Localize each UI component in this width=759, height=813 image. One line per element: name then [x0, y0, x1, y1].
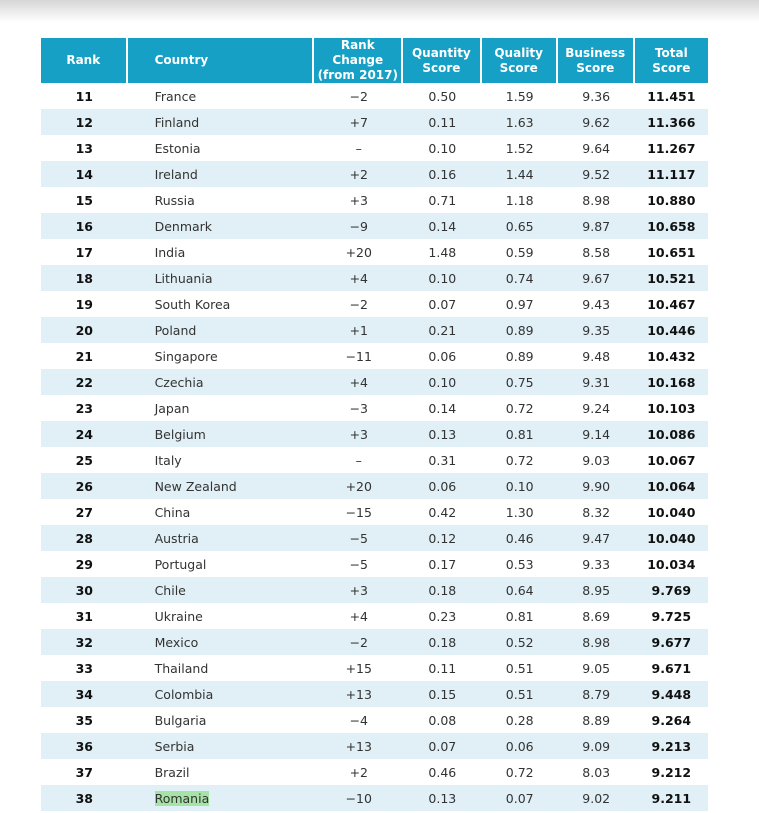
total-cell: 11.117: [635, 161, 708, 187]
country-cell: [128, 369, 315, 395]
change-cell: +2: [314, 161, 403, 187]
change-cell: +3: [314, 421, 403, 447]
change-cell: +15: [345, 660, 372, 676]
rank-cell: 27: [75, 504, 93, 520]
business-cell: 9.87: [558, 213, 635, 239]
change-cell: −2: [349, 88, 368, 104]
business-cell: 9.24: [582, 400, 611, 416]
country-name: Austria: [154, 530, 199, 546]
rank-cell: 35: [75, 712, 93, 728]
table-row: [41, 369, 708, 395]
quantity-cell: 0.50: [428, 88, 457, 104]
quantity-cell: 0.42: [428, 504, 457, 520]
change-cell: −5: [349, 556, 368, 572]
change-cell: +13: [314, 733, 403, 759]
header-business-line1: Business: [565, 45, 626, 60]
business-cell: 9.47: [558, 525, 635, 551]
country-cell: [128, 291, 315, 317]
total-cell: 11.366: [635, 109, 708, 135]
table-row: [41, 343, 708, 369]
total-cell: 9.725: [651, 608, 692, 624]
business-cell: 9.05: [582, 660, 611, 676]
header-business-line2: Score: [576, 60, 615, 75]
total-cell: 9.769: [635, 577, 708, 603]
quality-cell: 0.74: [482, 265, 558, 291]
change-cell: +20: [314, 473, 403, 499]
country-name: Romania: [154, 790, 210, 806]
quality-cell: 0.06: [482, 733, 558, 759]
table-row: [41, 447, 708, 473]
quantity-cell: 0.10: [403, 369, 481, 395]
country-name: Finland: [154, 114, 200, 130]
table-row: [41, 239, 708, 265]
business-cell: 8.98: [558, 629, 635, 655]
country-name: Singapore: [154, 348, 218, 364]
country-cell: [128, 83, 315, 109]
quantity-cell: 0.46: [428, 764, 457, 780]
change-cell: −3: [349, 400, 368, 416]
change-cell: +3: [314, 577, 403, 603]
total-cell: 10.880: [647, 192, 696, 208]
business-cell: 8.95: [558, 577, 635, 603]
change-cell: +2: [349, 764, 368, 780]
quantity-cell: 0.11: [428, 660, 457, 676]
rank-cell: 36: [41, 733, 128, 759]
quality-cell: 0.75: [482, 369, 558, 395]
country-cell: [128, 161, 315, 187]
total-cell: 10.521: [635, 265, 708, 291]
quality-cell: 0.59: [505, 244, 534, 260]
table-row: [41, 759, 708, 785]
total-cell: 9.671: [651, 660, 692, 676]
quality-cell: 1.63: [482, 109, 558, 135]
total-cell: 10.658: [635, 213, 708, 239]
country-name: Italy: [154, 452, 182, 468]
header-row: [41, 38, 708, 83]
rank-cell: 19: [75, 296, 93, 312]
quality-cell: 1.18: [505, 192, 534, 208]
rank-cell: 15: [75, 192, 93, 208]
header-business-score: [558, 38, 635, 83]
change-cell: +20: [345, 244, 372, 260]
change-cell: −11: [345, 348, 372, 364]
total-cell: 10.040: [647, 504, 696, 520]
country-cell: [128, 135, 315, 161]
business-cell: 9.52: [558, 161, 635, 187]
quality-cell: 0.89: [482, 317, 558, 343]
change-cell: –: [355, 140, 362, 156]
total-cell: 10.651: [647, 244, 696, 260]
total-cell: 10.168: [635, 369, 708, 395]
header-quantity-line1: Quantity: [411, 45, 471, 60]
table-row: [41, 135, 708, 161]
rank-cell: 32: [41, 629, 128, 655]
country-cell: [128, 239, 315, 265]
rank-cell: 38: [41, 785, 128, 811]
country-cell: [128, 499, 315, 525]
country-name: Colombia: [154, 686, 214, 702]
table-row: [41, 499, 708, 525]
quality-cell: 0.81: [505, 608, 534, 624]
quantity-cell: 0.17: [428, 556, 457, 572]
country-cell: [128, 785, 315, 811]
header-quantity-line2: Score: [422, 60, 461, 75]
header-quantity-score: [403, 38, 481, 83]
country-name: Poland: [154, 322, 197, 338]
business-cell: 9.48: [582, 348, 611, 364]
change-cell: −10: [314, 785, 403, 811]
table-row: [41, 317, 708, 343]
rank-cell: 29: [75, 556, 93, 572]
quantity-cell: 0.14: [428, 400, 457, 416]
quality-cell: 0.81: [482, 421, 558, 447]
quantity-cell: 0.14: [403, 213, 481, 239]
total-cell: 10.040: [635, 525, 708, 551]
rank-cell: 20: [41, 317, 128, 343]
quality-cell: 0.53: [505, 556, 534, 572]
business-cell: 9.64: [582, 140, 611, 156]
total-cell: 10.467: [647, 296, 696, 312]
quality-cell: 0.97: [505, 296, 534, 312]
quality-cell: 0.46: [482, 525, 558, 551]
country-name: India: [154, 244, 186, 260]
header-quality-line1: Quality: [494, 45, 543, 60]
quality-cell: 0.72: [505, 764, 534, 780]
quality-cell: 0.64: [482, 577, 558, 603]
rank-cell: 34: [41, 681, 128, 707]
country-name: Denmark: [154, 218, 213, 234]
quality-cell: 0.65: [482, 213, 558, 239]
top-shadow: [0, 0, 759, 22]
quantity-cell: 0.16: [403, 161, 481, 187]
table-row: [41, 681, 708, 707]
change-cell: +4: [349, 608, 368, 624]
total-cell: 9.213: [635, 733, 708, 759]
business-cell: 9.03: [582, 452, 611, 468]
quantity-cell: 1.48: [428, 244, 457, 260]
rank-cell: 33: [75, 660, 93, 676]
rank-cell: 14: [41, 161, 128, 187]
change-cell: +7: [314, 109, 403, 135]
business-cell: 9.31: [558, 369, 635, 395]
rank-cell: 26: [41, 473, 128, 499]
business-cell: 8.69: [582, 608, 611, 624]
country-cell: [128, 395, 315, 421]
quality-cell: 0.89: [505, 348, 534, 364]
business-cell: 9.62: [558, 109, 635, 135]
rank-cell: 30: [41, 577, 128, 603]
quality-cell: 1.44: [482, 161, 558, 187]
country-cell: [128, 551, 315, 577]
header-country: Country: [128, 38, 315, 83]
country-cell: [128, 655, 315, 681]
rank-cell: 37: [75, 764, 93, 780]
country-name: Bulgaria: [154, 712, 207, 728]
quantity-cell: 0.23: [428, 608, 457, 624]
total-cell: 10.086: [635, 421, 708, 447]
country-name: Mexico: [154, 634, 199, 650]
country-cell: [128, 317, 315, 343]
business-cell: 9.09: [558, 733, 635, 759]
rank-cell: 16: [41, 213, 128, 239]
table-row: [41, 655, 708, 681]
country-name: Brazil: [154, 764, 190, 780]
table-row: [41, 213, 708, 239]
business-cell: 8.89: [582, 712, 611, 728]
header-rank-change-line1: Rank Change: [332, 38, 384, 67]
table-row: [41, 473, 708, 499]
country-cell: [128, 733, 315, 759]
header-quality-line2: Score: [499, 60, 538, 75]
total-cell: 9.677: [635, 629, 708, 655]
quality-cell: 0.72: [505, 452, 534, 468]
quantity-cell: 0.10: [428, 140, 457, 156]
business-cell: 9.14: [558, 421, 635, 447]
quantity-cell: 0.07: [428, 296, 457, 312]
quantity-cell: 0.18: [403, 629, 481, 655]
quality-cell: 0.51: [505, 660, 534, 676]
rank-cell: 21: [75, 348, 93, 364]
quality-cell: 0.10: [482, 473, 558, 499]
change-cell: +1: [314, 317, 403, 343]
header-total-line1: Total: [654, 45, 688, 60]
table-row: [41, 603, 708, 629]
country-name: Japan: [154, 400, 190, 416]
business-cell: 8.03: [582, 764, 611, 780]
header-total-score: [635, 38, 708, 83]
change-cell: −5: [314, 525, 403, 551]
country-name: France: [154, 88, 197, 104]
total-cell: 9.448: [635, 681, 708, 707]
table-row: [41, 707, 708, 733]
change-cell: +13: [314, 681, 403, 707]
change-cell: −2: [314, 629, 403, 655]
quantity-cell: 0.71: [428, 192, 457, 208]
country-cell: [128, 213, 315, 239]
table-row: [41, 577, 708, 603]
total-cell: 10.034: [647, 556, 696, 572]
quality-cell: 0.51: [482, 681, 558, 707]
business-cell: 9.36: [582, 88, 611, 104]
business-cell: 9.43: [582, 296, 611, 312]
business-cell: 8.98: [582, 192, 611, 208]
table-row: [41, 265, 708, 291]
country-cell: [128, 421, 315, 447]
table-row: [41, 109, 708, 135]
country-cell: [128, 707, 315, 733]
country-cell: [128, 447, 315, 473]
quality-cell: 1.59: [505, 88, 534, 104]
country-cell: [128, 629, 315, 655]
country-cell: [128, 109, 315, 135]
rank-cell: 24: [41, 421, 128, 447]
business-cell: 8.58: [582, 244, 611, 260]
table-row: [41, 161, 708, 187]
quantity-cell: 0.21: [403, 317, 481, 343]
total-cell: 10.064: [635, 473, 708, 499]
header-quality-score: [482, 38, 558, 83]
table-row: [41, 785, 708, 811]
quantity-cell: 0.06: [403, 473, 481, 499]
quantity-cell: 0.15: [403, 681, 481, 707]
header-rank-change-line2: (from 2017): [317, 68, 398, 82]
business-cell: 8.79: [558, 681, 635, 707]
table-body: [41, 83, 708, 811]
ranking-table: [41, 38, 708, 811]
country-cell: [128, 473, 315, 499]
quantity-cell: 0.06: [428, 348, 457, 364]
quantity-cell: 0.18: [403, 577, 481, 603]
rank-cell: 13: [75, 140, 93, 156]
quantity-cell: 0.12: [403, 525, 481, 551]
business-cell: 9.90: [558, 473, 635, 499]
total-cell: 11.451: [647, 88, 696, 104]
quantity-cell: 0.13: [403, 785, 481, 811]
table-row: [41, 291, 708, 317]
table-row: [41, 629, 708, 655]
header-rank-change: [314, 38, 403, 83]
total-cell: 9.211: [635, 785, 708, 811]
country-name: Chile: [154, 582, 186, 598]
rank-cell: 23: [75, 400, 93, 416]
country-cell: [128, 187, 315, 213]
country-cell: [128, 577, 315, 603]
rank-cell: 12: [41, 109, 128, 135]
quantity-cell: 0.10: [403, 265, 481, 291]
country-cell: [128, 525, 315, 551]
country-name: Czechia: [154, 374, 204, 390]
total-cell: 11.267: [647, 140, 696, 156]
country-name: China: [154, 504, 191, 520]
quality-cell: 0.28: [505, 712, 534, 728]
quantity-cell: 0.13: [403, 421, 481, 447]
rank-cell: 22: [41, 369, 128, 395]
header-total-line2: Score: [652, 60, 691, 75]
change-cell: −4: [349, 712, 368, 728]
country-name: Lithuania: [154, 270, 213, 286]
country-cell: [128, 759, 315, 785]
country-name: Russia: [154, 192, 195, 208]
total-cell: 10.432: [647, 348, 696, 364]
country-name: Serbia: [154, 738, 195, 754]
business-cell: 9.35: [558, 317, 635, 343]
country-name: Portugal: [154, 556, 207, 572]
change-cell: +4: [314, 265, 403, 291]
country-cell: [128, 265, 315, 291]
total-cell: 10.067: [647, 452, 696, 468]
total-cell: 9.264: [651, 712, 692, 728]
country-name: South Korea: [154, 296, 231, 312]
country-name: Belgium: [154, 426, 206, 442]
rank-cell: 31: [75, 608, 93, 624]
total-cell: 10.103: [647, 400, 696, 416]
country-cell: [128, 343, 315, 369]
quantity-cell: 0.11: [403, 109, 481, 135]
quality-cell: 1.30: [505, 504, 534, 520]
table-row: [41, 83, 708, 109]
country-name: New Zealand: [154, 478, 237, 494]
country-cell: [128, 681, 315, 707]
business-cell: 9.02: [558, 785, 635, 811]
total-cell: 10.446: [635, 317, 708, 343]
table-row: [41, 525, 708, 551]
business-cell: 9.67: [558, 265, 635, 291]
rank-cell: 18: [41, 265, 128, 291]
table-row: [41, 187, 708, 213]
quantity-cell: 0.08: [428, 712, 457, 728]
country-name: Thailand: [154, 660, 209, 676]
change-cell: –: [355, 452, 362, 468]
rank-cell: 28: [41, 525, 128, 551]
change-cell: −2: [349, 296, 368, 312]
table-header: [41, 38, 708, 83]
quality-cell: 1.52: [505, 140, 534, 156]
country-name: Ireland: [154, 166, 198, 182]
quality-cell: 0.72: [505, 400, 534, 416]
change-cell: −15: [345, 504, 372, 520]
quantity-cell: 0.07: [403, 733, 481, 759]
header-rank: Rank: [41, 38, 128, 83]
quality-cell: 0.52: [482, 629, 558, 655]
total-cell: 9.212: [651, 764, 692, 780]
business-cell: 8.32: [582, 504, 611, 520]
change-cell: −9: [314, 213, 403, 239]
country-name: Estonia: [154, 140, 201, 156]
quantity-cell: 0.31: [428, 452, 457, 468]
country-name: Ukraine: [154, 608, 203, 624]
table-row: [41, 421, 708, 447]
rank-cell: 25: [75, 452, 93, 468]
table-row: [41, 551, 708, 577]
business-cell: 9.33: [582, 556, 611, 572]
rank-cell: 11: [75, 88, 93, 104]
rank-cell: 17: [75, 244, 93, 260]
table-row: [41, 733, 708, 759]
change-cell: +3: [349, 192, 368, 208]
country-cell: [128, 603, 315, 629]
table-row: [41, 395, 708, 421]
quality-cell: 0.07: [482, 785, 558, 811]
change-cell: +4: [314, 369, 403, 395]
